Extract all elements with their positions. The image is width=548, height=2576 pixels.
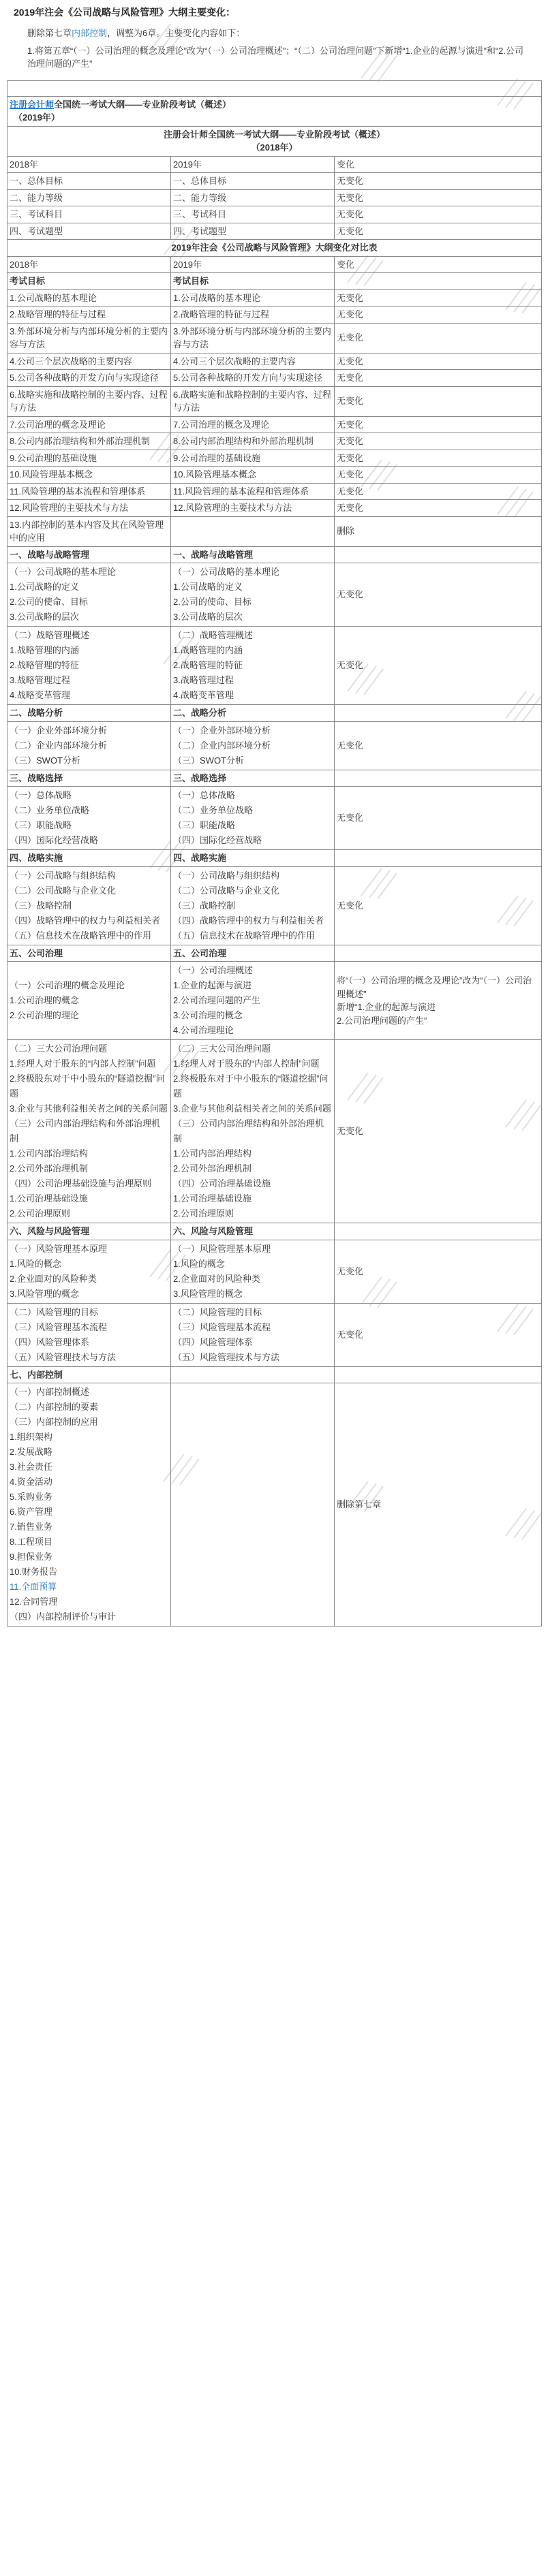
- objective-row: [7, 289, 542, 307]
- objective-change: 无变化: [335, 323, 542, 353]
- list-item: （二）风险管理的目标: [10, 1306, 99, 1317]
- list-item: 1.风险的概念: [173, 1258, 225, 1269]
- chapter-heading-row: [7, 546, 542, 563]
- list-item: 12.合同管理: [10, 1597, 58, 1607]
- overview-2019: 一、总体目标: [171, 173, 335, 190]
- list-item: 3.战略管理过程: [173, 675, 234, 685]
- chapter-items-2018: [7, 866, 171, 945]
- objective-change: 无变化: [335, 416, 542, 433]
- header-line2-year: （2018年）: [251, 142, 298, 153]
- objective-2019: 1.公司战略的基本理论: [171, 289, 335, 307]
- chapter-heading-2018: 五、公司治理: [7, 945, 171, 962]
- list-item: （二）内部控制的要素: [10, 1402, 99, 1412]
- objective-label: 考试目标: [7, 273, 171, 290]
- list-item: （三）SWOT分析: [10, 755, 80, 766]
- overview-2018: 四、考试题型: [7, 223, 171, 240]
- list-item: 1.经理人对于股东的“内部人控制”问题: [10, 1058, 156, 1069]
- list-item: （一）公司战略与组织结构: [173, 870, 280, 881]
- list-item: （一）风险管理基本原理: [173, 1243, 271, 1254]
- intro-prefix: 删除第七章: [27, 28, 72, 38]
- list-item: （四）战略管理中的权力与利益相关者: [10, 915, 161, 926]
- chapter-heading-2019: 五、公司治理: [171, 945, 335, 962]
- objective-2019: 7.公司治理的概念及理论: [171, 416, 335, 433]
- objective-2019: 9.公司治理的基础设施: [171, 450, 335, 467]
- list-item: （四）战略管理中的权力与利益相关者: [173, 915, 324, 926]
- list-item: （三）风险管理基本流程: [10, 1321, 108, 1332]
- list-item: 1.战略管理的内涵: [10, 645, 79, 655]
- objective-2018: 9.公司治理的基础设施: [7, 450, 171, 467]
- chapter-items-2019: [171, 1383, 335, 1627]
- list-item: 2.公司治理原则: [10, 1208, 70, 1219]
- empty-cell: [335, 273, 542, 290]
- list-item: （三）内部控制的应用: [10, 1417, 99, 1427]
- header-line1-year: （2019年）: [14, 112, 60, 123]
- chapter-items-2019: [171, 627, 335, 705]
- list-item: 1.公司治理的概念: [10, 995, 79, 1005]
- col-2018: 2018年: [7, 256, 171, 273]
- chapter-heading-2019: 二、战略分析: [171, 705, 335, 722]
- chapter-change: 无变化: [335, 563, 542, 627]
- list-item: 2.战略管理的特征: [173, 660, 243, 670]
- list-item: 2.公司治理原则: [173, 1208, 234, 1219]
- list-item: （二）公司战略与企业文化: [10, 885, 117, 896]
- list-item: 3.风险管理的概念: [173, 1288, 243, 1299]
- chapter-items-2018: [7, 1040, 171, 1223]
- list-item: （二）业务单位战略: [10, 805, 90, 815]
- chapter-items-2019: [171, 962, 335, 1040]
- overview-2019: 二、能力等级: [171, 189, 335, 206]
- list-item: （一）公司战略的基本理论: [10, 567, 117, 577]
- objective-2019: [171, 516, 335, 546]
- chapter-change: 无变化: [335, 1240, 542, 1303]
- list-item: 1.企业的起源与演进: [173, 980, 252, 990]
- chapter-heading-2018: 一、战略与战略管理: [7, 546, 171, 563]
- list-item: （一）内部控制概述: [10, 1387, 90, 1397]
- empty-cell: [335, 850, 542, 867]
- col-change: 变化: [335, 156, 542, 173]
- chapter-heading-2018: 六、风险与风险管理: [7, 1223, 171, 1240]
- list-item: 4.战略变革管理: [173, 690, 234, 700]
- objective-2019: 3.外部环境分析与内部环境分析的主要内容与方法: [171, 323, 335, 353]
- compare-header-row: [7, 256, 542, 273]
- chapter-block-row: [7, 1303, 542, 1366]
- list-item: （三）战略控制: [10, 900, 72, 911]
- list-item: 2.公司的使命、目标: [10, 597, 88, 607]
- list-item: （二）战略管理概述: [10, 630, 90, 640]
- chapter-heading-2019: 一、战略与战略管理: [171, 546, 335, 563]
- list-item: 2.公司治理问题的产生: [173, 995, 260, 1005]
- header-line2: 注册会计师全国统一考试大纲——专业阶段考试（概述）: [164, 129, 386, 140]
- chapter-block-row: [7, 627, 542, 705]
- chapter-change: 删除第七章: [335, 1383, 542, 1627]
- list-item: （二）三大公司治理问题: [10, 1043, 108, 1054]
- outline-table: [7, 80, 542, 1627]
- list-item: （一）总体战略: [10, 790, 72, 800]
- chapter-items-2019: [171, 787, 335, 850]
- objective-row: [7, 500, 542, 517]
- list-item: （三）公司内部治理结构和外部治理机制: [173, 1118, 324, 1144]
- overview-row: [7, 173, 542, 190]
- objective-row: [7, 433, 542, 450]
- objective-2019: 12.风险管理的主要技术与方法: [171, 500, 335, 517]
- change-note: 1.将第五章“（一）公司治理的概念及理论”改为“（一）公司治理概述”；“（二）公司治理问题”下新增“1.企业的起源与演进”和“2.公司治理问题的产生”: [27, 45, 523, 69]
- chapter-heading-2018: 二、战略分析: [7, 705, 171, 722]
- list-item: 11.全面预算: [10, 1582, 57, 1592]
- chapter-items-2018: [7, 1240, 171, 1303]
- list-item: 4.公司治理理论: [173, 1025, 234, 1035]
- header-link[interactable]: 注册会计师: [10, 99, 55, 110]
- chapter-heading-2019: 六、风险与风险管理: [171, 1223, 335, 1240]
- overview-row: [7, 189, 542, 206]
- list-item: （四）国际化经营战略: [173, 835, 262, 845]
- objective-row: [7, 416, 542, 433]
- objective-row: [7, 483, 542, 500]
- list-item: （一）公司治理的概念及理论: [10, 980, 125, 990]
- overview-change: 无变化: [335, 189, 542, 206]
- objective-change: 无变化: [335, 467, 542, 484]
- list-item: （二）三大公司治理问题: [173, 1043, 271, 1054]
- chapter-items-2018: [7, 563, 171, 627]
- chapter-block-row: [7, 787, 542, 850]
- list-item: （五）信息技术在战略管理中的作用: [10, 930, 152, 941]
- empty-cell: [335, 1366, 542, 1383]
- intro-line: [27, 27, 528, 40]
- list-item: （四）公司治理基础设施与治理原则: [10, 1178, 152, 1189]
- list-item: 3.公司治理的概念: [173, 1010, 243, 1020]
- chapter-items-2018: [7, 962, 171, 1040]
- list-item: （五）风险管理技术与方法: [173, 1351, 280, 1362]
- objective-change: 无变化: [335, 483, 542, 500]
- chapter-heading-2019: [171, 1366, 335, 1383]
- list-item: 2.公司的使命、目标: [173, 597, 252, 607]
- chapter-items-2018: [7, 627, 171, 705]
- list-item: 1.公司治理基础设施: [10, 1193, 88, 1204]
- list-item: 1.公司内部治理结构: [10, 1148, 88, 1159]
- chapter-items-2019: [171, 1303, 335, 1366]
- objective-2018: 12.风险管理的主要技术与方法: [7, 500, 171, 517]
- objective-change: 无变化: [335, 433, 542, 450]
- empty-row: [7, 80, 542, 96]
- list-item: 7.销售业务: [10, 1522, 52, 1532]
- list-item: 1.公司内部治理结构: [173, 1148, 252, 1159]
- list-item: 2.终极股东对于中小股东的“隧道挖掘”问题: [10, 1073, 165, 1099]
- list-item: （五）风险管理技术与方法: [10, 1351, 117, 1362]
- header-line1: 全国统一考试大纲——专业阶段考试（概述）: [54, 99, 232, 110]
- list-item: 1.公司战略的定义: [10, 582, 79, 592]
- list-item: 2.战略管理的特征: [10, 660, 79, 670]
- chapter-heading-2019: 四、战略实施: [171, 850, 335, 867]
- empty-cell: [335, 546, 542, 563]
- chapter-heading-row: [7, 850, 542, 867]
- chapter-items-2019: [171, 866, 335, 945]
- chapter-change: 无变化: [335, 721, 542, 770]
- col-2019: 2019年: [171, 256, 335, 273]
- empty-cell: [335, 945, 542, 962]
- list-item: 2.企业面对的风险种类: [173, 1273, 260, 1284]
- list-item: 3.企业与其他利益相关者之间的关系问题: [10, 1103, 168, 1114]
- chapter-items-2018: [7, 1303, 171, 1366]
- list-item: （一）公司战略的基本理论: [173, 567, 280, 577]
- objective-2019: 10.风险管理基本概念: [171, 467, 335, 484]
- objective-change: 无变化: [335, 386, 542, 416]
- list-item: （三）战略控制: [173, 900, 236, 911]
- list-item: （二）战略管理概述: [173, 630, 254, 640]
- chapter-change: 无变化: [335, 1303, 542, 1366]
- list-item: 6.资产管理: [10, 1507, 52, 1517]
- chapter-heading-row: [7, 945, 542, 962]
- objective-2018: 2.战略管理的特征与过程: [7, 307, 171, 324]
- header-2018: [7, 126, 542, 156]
- list-item: 3.公司战略的层次: [173, 612, 243, 622]
- overview-2018: 三、考试科目: [7, 206, 171, 223]
- chapter-block-row: [7, 866, 542, 945]
- empty-cell: [335, 770, 542, 787]
- list-item: （一）企业外部环境分析: [10, 725, 108, 736]
- doc-title: 2019年注会《公司战略与风险管理》大纲主要变化：: [14, 7, 236, 18]
- chapter-heading-2018: 七、内部控制: [7, 1366, 171, 1383]
- objective-2018: 1.公司战略的基本理论: [7, 289, 171, 307]
- compare-title: 2019年注会《公司战略与风险管理》大纲变化对比表: [7, 240, 542, 257]
- list-item: （二）业务单位战略: [173, 805, 254, 815]
- list-item: 10.财务报告: [10, 1567, 58, 1577]
- objective-row: [7, 323, 542, 353]
- intro-suffix: ，调整为6章。主要变化内容如下：: [107, 28, 245, 38]
- objective-change: 无变化: [335, 500, 542, 517]
- chapter-block-row: [7, 1240, 542, 1303]
- objective-2018: 11.风险管理的基本流程和管理体系: [7, 483, 171, 500]
- overview-2019: 三、考试科目: [171, 206, 335, 223]
- objective-row: [7, 307, 542, 324]
- overview-change: 无变化: [335, 223, 542, 240]
- list-item: 5.采购业务: [10, 1492, 52, 1502]
- objective-row: [7, 516, 542, 546]
- chapter-change: 无变化: [335, 866, 542, 945]
- list-item: （三）职能战略: [173, 820, 236, 830]
- chapter-heading-row: [7, 770, 542, 787]
- overview-change: 无变化: [335, 206, 542, 223]
- list-item: 4.战略变革管理: [10, 690, 70, 700]
- chapter-items-2018: [7, 787, 171, 850]
- list-item: 2.终极股东对于中小股东的“隧道挖掘”问题: [173, 1073, 329, 1099]
- objective-row: [7, 370, 542, 387]
- list-item: （四）国际化经营战略: [10, 835, 99, 845]
- list-item: （三）风险管理基本流程: [173, 1321, 271, 1332]
- list-item: （五）信息技术在战略管理中的作用: [173, 930, 316, 941]
- overview-2018: 二、能力等级: [7, 189, 171, 206]
- list-item: （二）企业内部环境分析: [173, 740, 271, 751]
- list-item: （一）企业外部环境分析: [173, 725, 271, 736]
- list-item: （四）内部控制评价与审计: [10, 1612, 117, 1622]
- chapter-block-row: [7, 962, 542, 1040]
- chapter-items-2019: [171, 563, 335, 627]
- objective-2018: 10.风险管理基本概念: [7, 467, 171, 484]
- list-item: 4.资金活动: [10, 1477, 52, 1487]
- empty-cell: [335, 1223, 542, 1240]
- intro-link[interactable]: 内部控制: [72, 28, 108, 38]
- list-item: 1.经理人对于股东的“内部人控制”问题: [173, 1058, 320, 1069]
- compare-title-row: [7, 240, 542, 257]
- objective-2019: 6.战略实施和战略控制的主要内容、过程与方法: [171, 386, 335, 416]
- objective-change: 无变化: [335, 353, 542, 370]
- objective-header-row: [7, 273, 542, 290]
- list-item: （二）企业内部环境分析: [10, 740, 108, 751]
- col-change: 变化: [335, 256, 542, 273]
- objective-change: 无变化: [335, 450, 542, 467]
- chapter-heading-2018: 三、战略选择: [7, 770, 171, 787]
- list-item: （二）风险管理的目标: [173, 1306, 262, 1317]
- chapter-items-2018: [7, 1383, 171, 1627]
- col-2018: 2018年: [7, 156, 171, 173]
- chapter-block-row: [7, 721, 542, 770]
- list-item: （一）公司战略与组织结构: [10, 870, 117, 881]
- list-item: 3.战略管理过程: [10, 675, 70, 685]
- list-item: 3.社会责任: [10, 1462, 52, 1472]
- list-item: （四）公司治理基础设施: [173, 1178, 271, 1189]
- overview-2018: 一、总体目标: [7, 173, 171, 190]
- list-item: 1.公司战略的定义: [173, 582, 243, 592]
- list-item: 3.公司战略的层次: [10, 612, 79, 622]
- list-item: 3.企业与其他利益相关者之间的关系问题: [173, 1103, 331, 1114]
- chapter-block-row: [7, 563, 542, 627]
- header-2019: [7, 96, 542, 126]
- objective-change: 无变化: [335, 289, 542, 307]
- list-item: 1.风险的概念: [10, 1258, 61, 1269]
- chapter-heading-row: [7, 1223, 542, 1240]
- objective-2018: 3.外部环境分析与内部环境分析的主要内容与方法: [7, 323, 171, 353]
- objective-2018: 4.公司三个层次战略的主要内容: [7, 353, 171, 370]
- objective-2018: 5.公司各种战略的开发方向与实现途径: [7, 370, 171, 387]
- chapter-change: 无变化: [335, 1040, 542, 1223]
- list-item: （一）公司治理概述: [173, 965, 254, 975]
- objective-row: [7, 386, 542, 416]
- chapter-items-2019: [171, 1040, 335, 1223]
- objective-change: 无变化: [335, 370, 542, 387]
- objective-2019: 5.公司各种战略的开发方向与实现途径: [171, 370, 335, 387]
- objective-2018: 13.内部控制的基本内容及其在风险管理中的应用: [7, 516, 171, 546]
- list-item: （四）风险管理体系: [10, 1336, 90, 1347]
- list-item: （四）风险管理体系: [173, 1336, 254, 1347]
- overview-row: [7, 206, 542, 223]
- objective-row: [7, 467, 542, 484]
- list-item: 1.组织架构: [10, 1432, 52, 1442]
- objective-change: 删除: [335, 516, 542, 546]
- objective-row: [7, 450, 542, 467]
- list-item: 2.公司治理的理论: [10, 1010, 79, 1020]
- empty-cell: [335, 705, 542, 722]
- list-item: 9.担保业务: [10, 1552, 52, 1562]
- list-item: 1.公司治理基础设施: [173, 1193, 252, 1204]
- chapter-items-2018: [7, 721, 171, 770]
- chapter-heading-2018: 四、战略实施: [7, 850, 171, 867]
- chapter-items-2019: [171, 1240, 335, 1303]
- list-item: （一）风险管理基本原理: [10, 1243, 108, 1254]
- overview-row: [7, 223, 542, 240]
- objective-2018: 8.公司内部治理结构和外部治理机制: [7, 433, 171, 450]
- list-item: （三）公司内部治理结构和外部治理机制: [10, 1118, 161, 1144]
- list-item: （三）SWOT分析: [173, 755, 244, 766]
- chapter-change: 无变化: [335, 787, 542, 850]
- list-item: 2.企业面对的风险种类: [10, 1273, 97, 1284]
- objective-2018: 7.公司治理的概念及理论: [7, 416, 171, 433]
- objective-row: [7, 353, 542, 370]
- list-item: 8.工程项目: [10, 1537, 52, 1547]
- objective-label: 考试目标: [171, 273, 335, 290]
- list-item: 3.风险管理的概念: [10, 1288, 79, 1299]
- chapter-heading-row: [7, 705, 542, 722]
- chapter-block-row: [7, 1040, 542, 1223]
- objective-2019: 8.公司内部治理结构和外部治理机制: [171, 433, 335, 450]
- list-item: （三）职能战略: [10, 820, 72, 830]
- list-item: 2.公司外部治理机制: [10, 1163, 88, 1174]
- objective-2019: 4.公司三个层次战略的主要内容: [171, 353, 335, 370]
- objective-2019: 11.风险管理的基本流程和管理体系: [171, 483, 335, 500]
- chapter-items-2019: [171, 721, 335, 770]
- objective-2018: 6.战略实施和战略控制的主要内容、过程与方法: [7, 386, 171, 416]
- overview-2019: 四、考试题型: [171, 223, 335, 240]
- objective-change: 无变化: [335, 307, 542, 324]
- chapter-change: 无变化: [335, 627, 542, 705]
- list-item: 2.公司外部治理机制: [173, 1163, 252, 1174]
- list-item: （一）总体战略: [173, 790, 236, 800]
- list-item: （二）公司战略与企业文化: [173, 885, 280, 896]
- col-2019: 2019年: [171, 156, 335, 173]
- chapter-heading-2019: 三、战略选择: [171, 770, 335, 787]
- list-item: 1.战略管理的内涵: [173, 645, 243, 655]
- chapter-change: 将“（一）公司治理的概念及理论”改为“（一）公司治理概述” 新增“1.企业的起源与演进 2.公司治理问题的产生”: [335, 962, 542, 1040]
- list-item: 2.发展战略: [10, 1447, 52, 1457]
- chapter-heading-row: [7, 1366, 542, 1383]
- objective-2019: 2.战略管理的特征与过程: [171, 307, 335, 324]
- overview-change: 无变化: [335, 173, 542, 190]
- chapter-block-row: [7, 1383, 542, 1627]
